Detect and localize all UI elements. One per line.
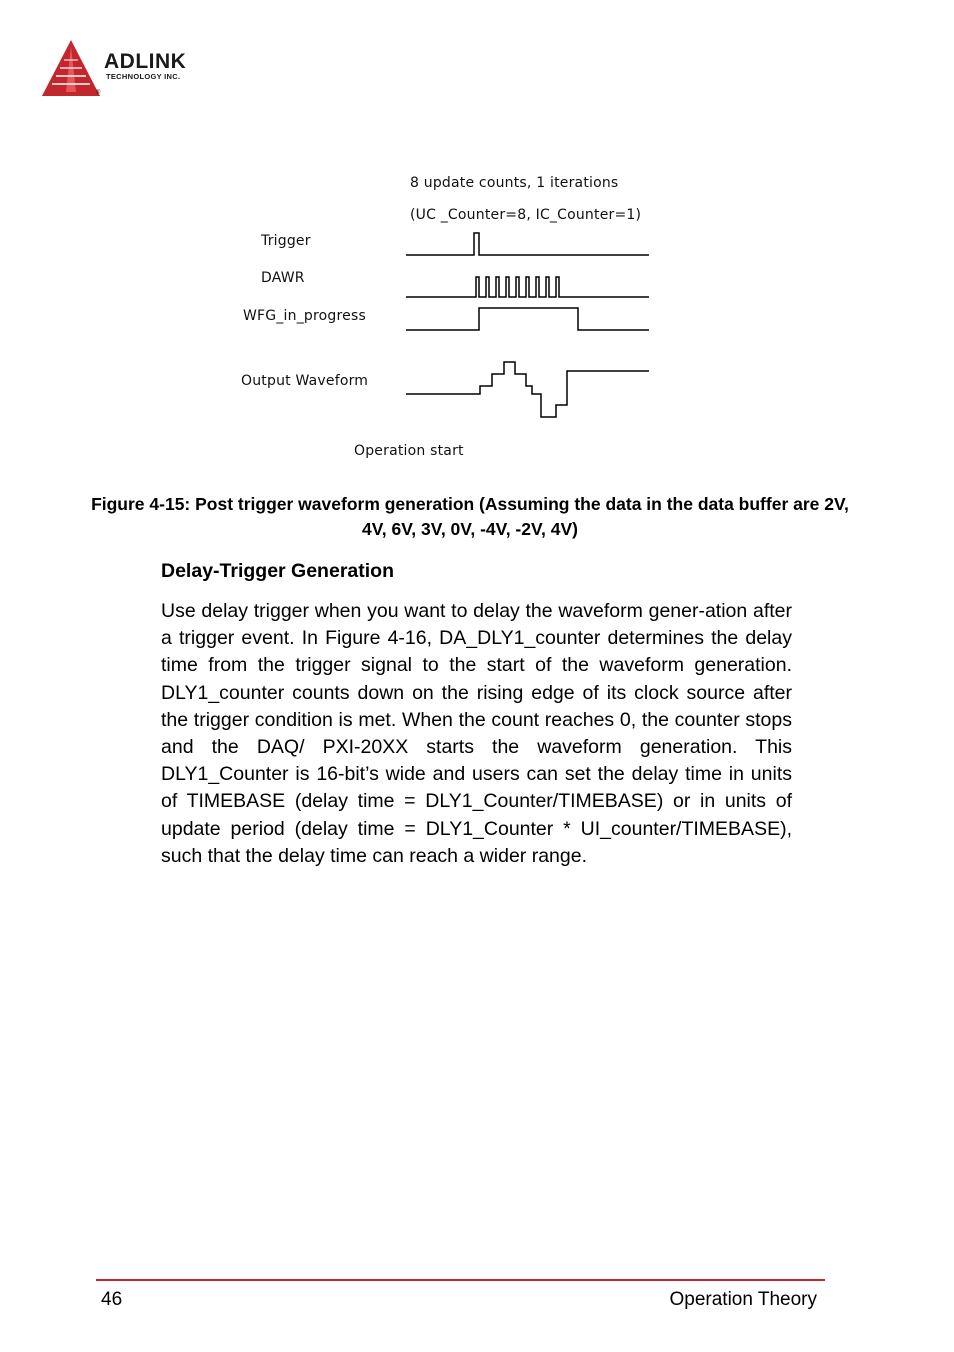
section-heading: Delay-Trigger Generation bbox=[161, 560, 394, 582]
logo-name: ADLINK bbox=[104, 50, 187, 73]
logo-triangle-icon bbox=[40, 38, 102, 100]
trigger-trace bbox=[406, 233, 649, 255]
chapter-title: Operation Theory bbox=[669, 1289, 817, 1310]
output-waveform-trace bbox=[406, 362, 649, 417]
signal-label-trigger: Trigger bbox=[261, 233, 311, 249]
logo-tagline: TECHNOLOGY INC. bbox=[106, 72, 181, 81]
company-logo bbox=[40, 38, 240, 100]
signal-label-dawr: DAWR bbox=[261, 270, 305, 286]
signal-label-output: Output Waveform bbox=[241, 373, 369, 389]
page-number: 46 bbox=[101, 1289, 123, 1310]
waveform-traces bbox=[230, 160, 730, 470]
wfg-trace bbox=[406, 308, 649, 330]
logo-registered-mark: ® bbox=[96, 90, 101, 96]
body-paragraph: Use delay trigger when you want to delay the waveform gener-ation after a trigger event. In Figure 4-16, DA_DLY1_counter determines the delay time from the trigger signal to the start of the waveform generation. DLY1_counter counts down on the rising edge of its clock source after the trigger condition is met. When the count reaches 0, the counter stops and the DAQ/ PXI-20XX starts the waveform generation. This DLY1_Counter is 16-bit’s wide and users can set the delay time in units of TIMEBASE (delay time = DLY1_Counter/TIMEBASE) or in units of update period (delay time = DLY1_Counter * UI_counter/TIMEBASE), such that the delay time can reach a wider range. bbox=[161, 600, 792, 867]
figure-title-line1: 8 update counts, 1 iterations bbox=[410, 175, 619, 191]
operation-start-label: Operation start bbox=[354, 443, 464, 459]
figure-title-line2: (UC _Counter=8, IC_Counter=1) bbox=[410, 207, 642, 223]
figure-caption: Figure 4-15: Post trigger waveform generation (Assuming the data in the data buffer are 2V, 4V, 6V, 3V, 0V, -4V, -2V, 4V) bbox=[91, 494, 849, 539]
timing-diagram bbox=[230, 160, 730, 470]
signal-label-wfg: WFG_in_progress bbox=[243, 308, 366, 324]
dawr-trace bbox=[406, 277, 649, 297]
footer-divider bbox=[96, 1279, 825, 1281]
